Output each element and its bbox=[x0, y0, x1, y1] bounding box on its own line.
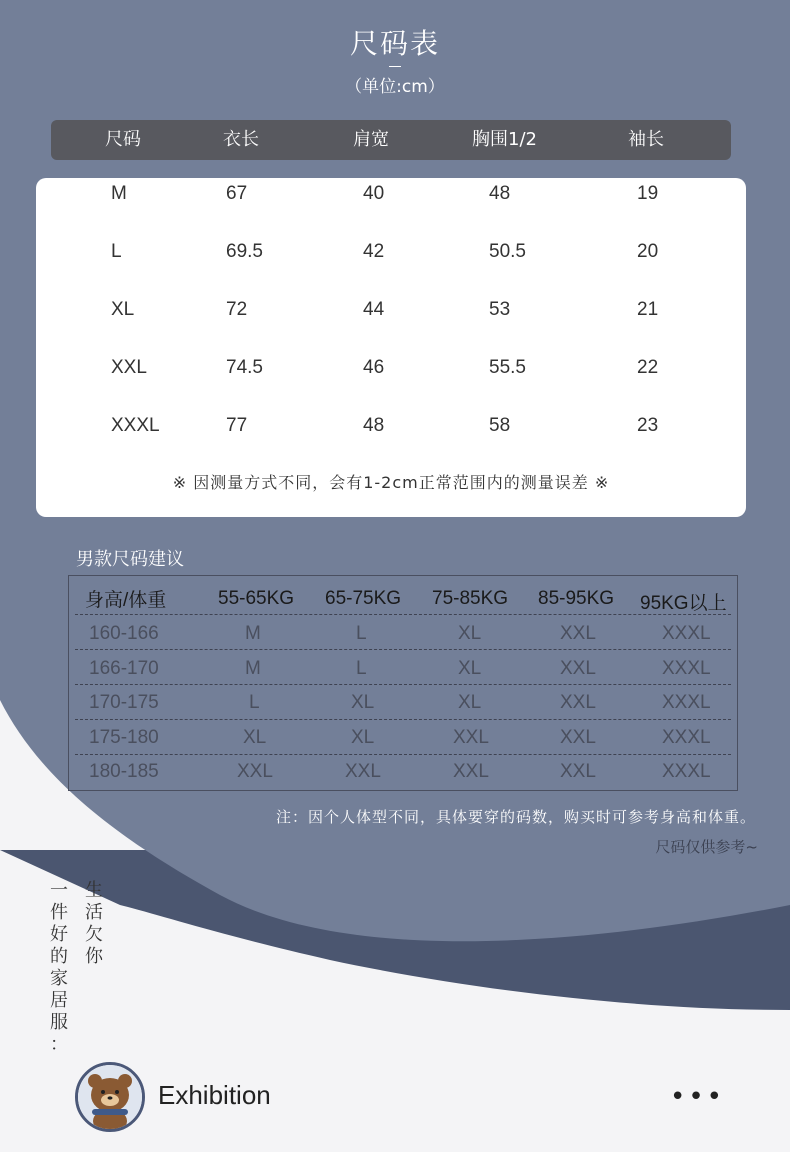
size-table-card bbox=[36, 178, 746, 517]
sleeve-cell: 19 bbox=[637, 183, 659, 204]
size-cell: XL bbox=[111, 299, 135, 320]
row-divider bbox=[75, 649, 731, 650]
slogan-column-1 bbox=[83, 880, 105, 968]
size-cell: XXL bbox=[453, 727, 489, 748]
size-cell: XXL bbox=[111, 357, 147, 378]
size-cell: XL bbox=[458, 658, 482, 679]
sleeve-cell: 21 bbox=[637, 299, 659, 320]
shoulder-cell: 44 bbox=[363, 299, 385, 320]
shoulder-cell: 40 bbox=[363, 183, 385, 204]
size-cell: XL bbox=[458, 692, 482, 713]
size-cell: XXXL bbox=[662, 761, 711, 782]
header-length: 衣长 bbox=[223, 129, 259, 150]
slogan-char: 居 bbox=[50, 990, 68, 1011]
rec-header-weight: 85-95KG bbox=[538, 588, 615, 609]
footnote-reference: 尺码仅供参考~ bbox=[655, 838, 758, 856]
slogan-char: 服 bbox=[50, 1012, 68, 1033]
size-cell: M bbox=[245, 658, 261, 679]
footnote: 注：因个人体型不同，具体要穿的码数，购买时可参考身高和体重。 bbox=[275, 808, 756, 826]
row-divider bbox=[75, 614, 731, 615]
row-divider bbox=[75, 754, 731, 755]
size-cell: L bbox=[356, 623, 367, 644]
height-cell: 170-175 bbox=[89, 692, 159, 713]
recommend-table bbox=[68, 575, 738, 791]
measurement-note: ※ 因测量方式不同，会有1-2cm正常范围内的测量误差 ※ bbox=[172, 473, 610, 492]
height-cell: 166-170 bbox=[89, 658, 159, 679]
size-cell: XXL bbox=[237, 761, 273, 782]
unit-label: （单位:cm） bbox=[345, 77, 445, 97]
header-shoulder: 肩宽 bbox=[353, 129, 389, 150]
shoulder-cell: 48 bbox=[363, 415, 385, 436]
size-cell: L bbox=[356, 658, 367, 679]
size-cell: XXL bbox=[560, 658, 596, 679]
size-cell: L bbox=[249, 692, 260, 713]
size-cell: XL bbox=[351, 727, 375, 748]
bear-icon bbox=[78, 1065, 142, 1129]
slogan-char: 一 bbox=[50, 880, 68, 901]
slogan-char: 家 bbox=[50, 968, 68, 989]
slogan-column-2 bbox=[48, 880, 70, 1056]
rec-header-weight: 75-85KG bbox=[432, 588, 509, 609]
slogan-char: 活 bbox=[85, 902, 103, 923]
rec-header-weight: 65-75KG bbox=[325, 588, 402, 609]
length-cell: 77 bbox=[226, 415, 248, 436]
chest-cell: 53 bbox=[489, 299, 511, 320]
chest-cell: 50.5 bbox=[489, 241, 526, 262]
size-cell: XXXL bbox=[111, 415, 160, 436]
height-cell: 160-166 bbox=[89, 623, 159, 644]
chest-cell: 48 bbox=[489, 183, 511, 204]
sleeve-cell: 23 bbox=[637, 415, 659, 436]
size-table-header bbox=[51, 120, 731, 160]
length-cell: 69.5 bbox=[226, 241, 263, 262]
size-cell: XXL bbox=[345, 761, 381, 782]
slogan-char: 件 bbox=[50, 902, 68, 923]
rec-header-weight: 55-65KG bbox=[218, 588, 295, 609]
size-cell: XXL bbox=[560, 692, 596, 713]
size-cell: XXL bbox=[560, 727, 596, 748]
size-cell: M bbox=[111, 183, 127, 204]
length-cell: 67 bbox=[226, 183, 248, 204]
slogan-char: 好 bbox=[50, 924, 68, 945]
rec-header-weight: 95KG以上 bbox=[640, 593, 727, 614]
shoulder-cell: 42 bbox=[363, 241, 385, 262]
height-cell: 180-185 bbox=[89, 761, 159, 782]
slogan-char: 的 bbox=[50, 946, 68, 967]
size-cell: XXL bbox=[560, 623, 596, 644]
size-cell: XXXL bbox=[662, 692, 711, 713]
sleeve-cell: 20 bbox=[637, 241, 659, 262]
size-cell: M bbox=[245, 623, 261, 644]
size-cell: XXL bbox=[453, 761, 489, 782]
size-cell: XXL bbox=[560, 761, 596, 782]
size-cell: XXXL bbox=[662, 727, 711, 748]
chest-cell: 58 bbox=[489, 415, 511, 436]
header-chest: 胸围1/2 bbox=[472, 129, 537, 150]
more-options-icon[interactable]: ••• bbox=[670, 1082, 726, 1112]
size-cell: XXXL bbox=[662, 658, 711, 679]
brand-name: Exhibition bbox=[158, 1080, 271, 1110]
height-cell: 175-180 bbox=[89, 727, 159, 748]
slogan-char: 欠 bbox=[85, 924, 103, 945]
chest-cell: 55.5 bbox=[489, 357, 526, 378]
size-cell: XL bbox=[458, 623, 482, 644]
length-cell: 72 bbox=[226, 299, 248, 320]
recommend-title: 男款尺码建议 bbox=[76, 549, 184, 570]
rec-header-height-weight: 身高/体重 bbox=[85, 590, 167, 611]
sleeve-cell: 22 bbox=[637, 357, 659, 378]
size-cell: XL bbox=[243, 727, 267, 748]
title-divider bbox=[389, 66, 401, 67]
avatar[interactable] bbox=[75, 1062, 145, 1132]
slogan-char: 你 bbox=[85, 946, 103, 967]
size-cell: L bbox=[111, 241, 122, 262]
size-cell: XXXL bbox=[662, 623, 711, 644]
header-size: 尺码 bbox=[105, 129, 141, 150]
shoulder-cell: 46 bbox=[363, 357, 385, 378]
length-cell: 74.5 bbox=[226, 357, 263, 378]
row-divider bbox=[75, 684, 731, 685]
row-divider bbox=[75, 719, 731, 720]
slogan-char: 生 bbox=[85, 880, 103, 901]
header-sleeve: 袖长 bbox=[628, 129, 664, 150]
page-title: 尺码表 bbox=[349, 27, 440, 60]
slogan-char: ： bbox=[50, 1034, 68, 1055]
size-cell: XL bbox=[351, 692, 375, 713]
